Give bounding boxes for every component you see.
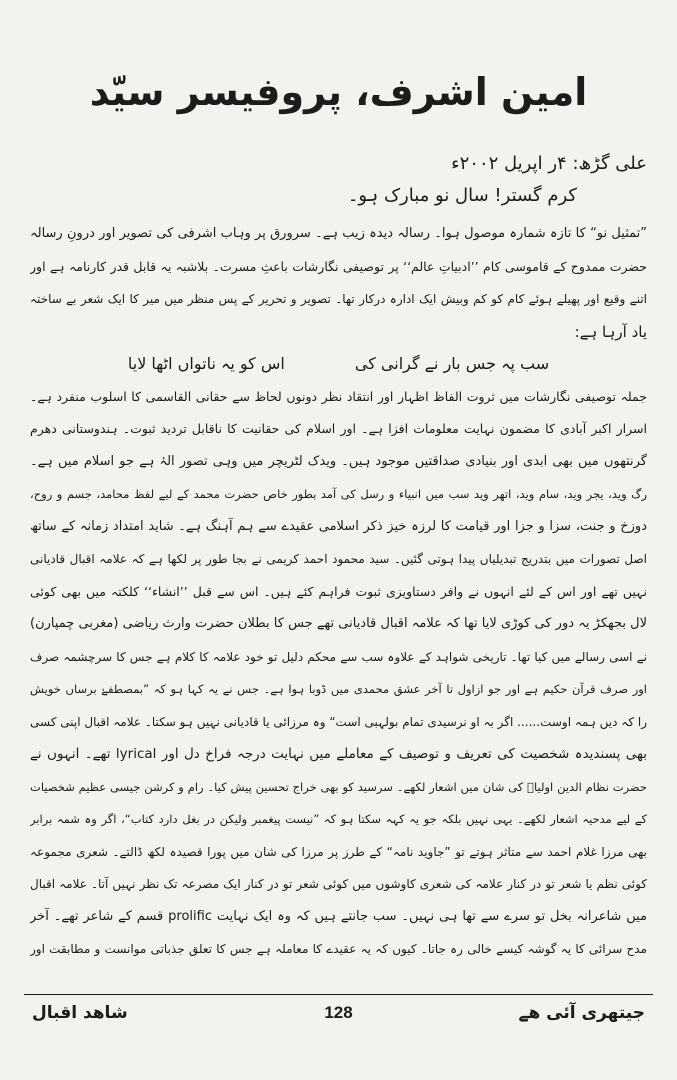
- letter-body: [30, 218, 647, 966]
- dateline: علی گڑھ: ۴ر اپریل ۲۰۰۲ء: [451, 153, 647, 174]
- text-line: اور صرف قرآن حکیم ہے اور جو ازاول تا آخر عشق محمدی میں ڈوبا ہوا ہے۔ جس نے یہ کہا ہو کہ ”بمصطفےٰ برساں خویش: [30, 682, 647, 696]
- footer-divider: [24, 994, 653, 995]
- text-line: حضرت نظام الدین اولیاؒ کی شان میں اشعار لکھے۔ سرسید کو بھی خراج تحسین پیش کیا۔ رام و کرشن جیسی عظیم شخصیات: [30, 779, 647, 794]
- text-line: لال بجھکڑ یہ دور کی کوڑی لایا تھا کہ علامہ اقبال قادیانی تھے جس کا بطلان حضرت وارث ریاضی (مغربی چمپارن): [30, 616, 647, 631]
- text-line: کے لیے مدحیہ اشعار لکھے۔ یہی نہیں بلکہ جو یہ کہہ سکتا ہو کہ ”نیست پیغمبر ولیکن در بغل دارد کتاب“، اگر وہ شمہ برابر: [30, 812, 647, 826]
- text-line: اسرار اکبر آبادی کا مضمون نہایت معلومات افزا ہے۔ اور اسلام کی حقانیت کا ناقابل تردید ثبوت۔ ہندوستانی دھرم: [30, 421, 647, 436]
- page-footer: [24, 996, 653, 1030]
- text-line: کوئی نظم یا شعر تو در کنار علامہ کی شعری کاوشوں میں کوئی شعر تو در کنار ایک مصرعہ تک نظر نہیں آتا۔ علامہ اقبال: [30, 877, 647, 891]
- text-line: نہیں تھے اور اس کے لئے انہوں نے وافر دستاویزی ثبوت فراہم کئے ہیں۔ اس سے قبل ’’انشاء‘‘ کلکتہ میں بھی کوئی: [30, 583, 647, 599]
- text-line: ”تمثیل نو“ کا تازہ شمارہ موصول ہوا۔ رسالہ دیدہ زیب ہے۔ سرورق پر وہاب اشرفی کی تصویر اور درونِ رسالہ: [30, 226, 647, 241]
- verse-line-2: اس کو یہ ناتواں اٹھا لایا: [127, 354, 285, 373]
- text-line: میں شاعرانہ بخل تو سرے سے تھا ہی نہیں۔ سب جانتے ہیں کہ وہ ایک نہایت prolific قسم کے شاعر تھے۔ آخر: [30, 908, 647, 924]
- footer-book-title: جیتھری آئی ھے: [518, 1003, 645, 1023]
- text-line: بھی پسندیدہ شخصیت کی تعریف و توصیف کے معاملے میں نہایت درجہ فراخ دل اور lyrical تھے۔ انہوں نے: [30, 746, 647, 762]
- text-line: رگ وید، یجر وید، سام وید، اتھر وید سب میں انبیاء و رسل کی آمد بطور خاص حضرت محمد کے لیے لفظ محامد، جسم و روح،: [30, 487, 647, 501]
- text-line: مدح سرائی کا یہ گوشہ کیسے خالی رہ جاتا۔ کیوں کہ یہ عقیدے کا معاملہ ہے جس کا تعلق جذباتی موانست و مطابقت اور: [30, 942, 647, 956]
- text-line: دوزخ و جنت، سزا و جزا اور قیامت کا لرزہ خیز ذکر اسلامی عقیدے سے ہم آہنگ ہے۔ شاید امتداد زمانہ کے ساتھ: [30, 518, 647, 534]
- text-line: یاد آرہا ہے:: [574, 322, 647, 341]
- page-number: 128: [324, 1003, 353, 1022]
- text-line: اصل تصورات میں بتدریج تبدیلیاں پیدا ہوتی گئیں۔ سید محمود احمد کریمی نے بجا طور پر لکھا ہے کہ علامہ اقبال قادیانی: [30, 552, 647, 566]
- text-line: را کہ دیں ہمہ اوست...... اگر بہ او نرسیدی تمام بولہبی است“ وہ مرزائی یا قادیانی نہیں ہو سکتا۔ علامہ اقبال اپنی کسی: [30, 714, 647, 729]
- text-line: جملہ توصیفی نگارشات میں ثروت الفاظ اظہار اور انتقاد نظر دونوں لحاظ سے حقانی القاسمی کا اسلوب منفرد ہے۔: [30, 388, 647, 404]
- text-line: اتنے وقیع اور پھیلے ہوئے کام کو کم وبیش ایک ادارہ درکار تھا۔ تصویر و تحریر کے پس منظر میں میر کا ایک شعر بے ساختہ: [30, 292, 647, 306]
- salutation: کرم گستر! سال نو مبارک ہو۔: [347, 185, 577, 206]
- footer-author: شاھد اقبال: [32, 1003, 128, 1023]
- text-line: بھی مرزا غلام احمد سے متاثر ہوتے تو ”جاوید نامہ“ کے طرز پر مرزا کی شان میں پورا قصیدہ لکھ ڈالتے۔ شعری مجموعہ: [30, 844, 647, 859]
- text-line: حضرت ممدوح کے قاموسی کام ’’ادبیاتِ عالم‘‘ پر توصیفی نگارشات باعثِ مسرت۔ بلاشبہ یہ قابل قدر کارنامہ ہے اور: [30, 258, 647, 274]
- letter-title: امین اشرف، پروفیسر سیّد: [89, 70, 588, 114]
- text-line: گرنتھوں میں بھی ابدی اور بنیادی صداقتیں موجود ہیں۔ ویدک لٹریچر میں وہی تصور الہٰ ہے جو اسلام میں ہے۔: [30, 453, 647, 469]
- verse-couplet: [30, 348, 647, 381]
- text-line: نے اسی رسالے میں کیا تھا۔ تاریخی شواہد کے علاوہ سب سے محکم دلیل تو خود علامہ کا کلام ہے جس کا سرچشمہ صرف: [30, 649, 647, 664]
- verse-line-1: سب پہ جس بار نے گرانی کی: [354, 354, 550, 373]
